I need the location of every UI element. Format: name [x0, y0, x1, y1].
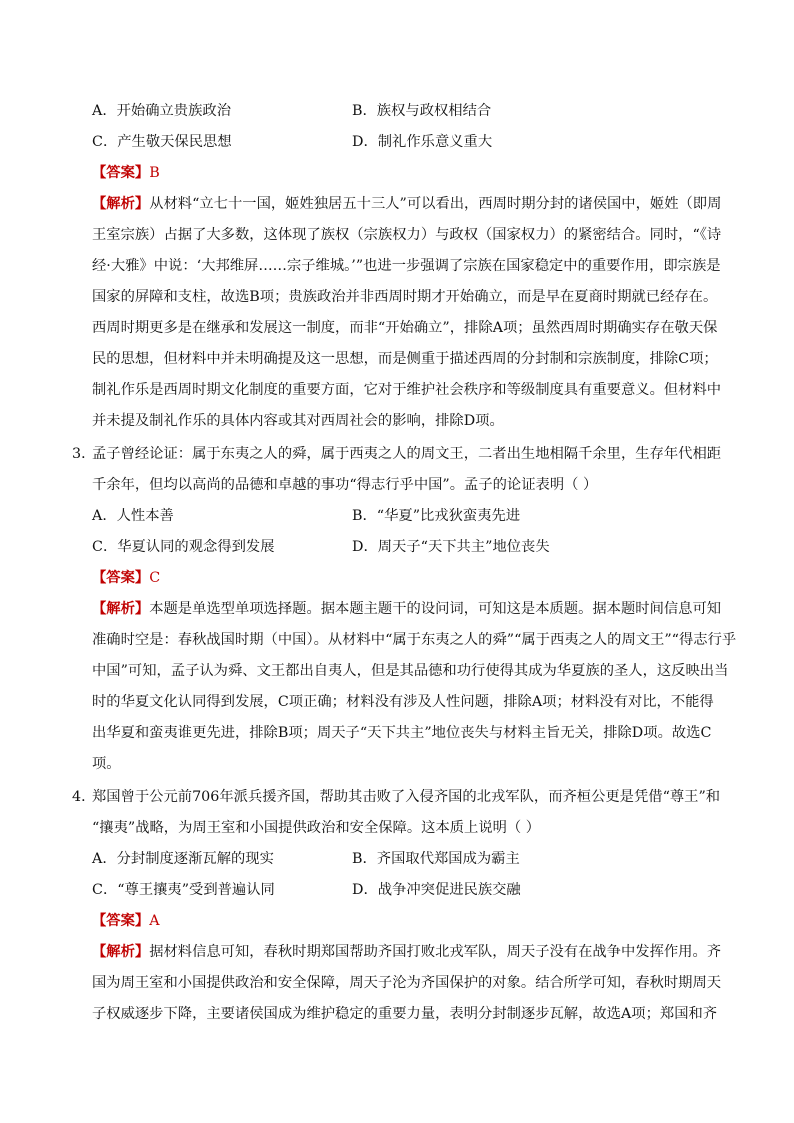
q2-analysis-line: 西周时期更多是在继承和发展这一制度，而非“开始确立”，排除A项；虽然西周时期确实存在敬天保	[92, 320, 718, 336]
q3-option-a: A．人性本善	[92, 508, 174, 524]
answer-tag: 【答案】	[92, 570, 150, 586]
q2-option-c: C．产生敬天保民思想	[92, 134, 232, 150]
q4-analysis-line: 国为周王室和小国提供政治和安全保障，周天子沦为齐国保护的对象。结合所学可知，春秋时期周天	[92, 975, 722, 991]
q4-option-c: C．“尊王攘夷”受到普遍认同	[92, 882, 275, 898]
analysis-tag: 【解析】	[92, 601, 150, 617]
q3-analysis-line: 项。	[92, 756, 121, 772]
q2-option-a: A．开始确立贵族政治	[92, 103, 231, 119]
q4-analysis-line: 子权威逐步下降，主要诸侯国成为维护稳定的重要力量，表明分封制逐步瓦解，故选A项；郑国和齐	[92, 1006, 718, 1022]
answer-tag: 【答案】	[92, 165, 150, 181]
q2-option-b: B．族权与政权相结合	[352, 103, 492, 119]
q2-analysis-line: 国家的屏障和支柱，故选B项；贵族政治并非西周时期才开始确立，而是早在夏商时期就已经存在。	[92, 289, 718, 305]
q2-analysis-line: 经·大雅》中说：‘大邦维屏……宗子维城。’”也进一步强调了宗族在国家稳定中的重要作用，即宗族是	[92, 258, 721, 274]
q2-option-d: D．制礼作乐意义重大	[352, 134, 493, 150]
q4-option-d: D．战争冲突促进民族交融	[352, 882, 521, 898]
q4-stem-line: “攘夷”战略，为周王室和小国提供政治和安全保障。这本质上说明（ ）	[92, 820, 541, 836]
answer-value: A	[149, 913, 160, 929]
q3-analysis-line: 出华夏和蛮夷谁更先进，排除B项；周天子“天下共主”地位丧失与材料主旨无关，排除D项。故选C	[92, 725, 712, 741]
q3-stem-line: 千余年，但均以高尚的品德和卓越的事功“得志行乎中国”。孟子的论证表明（ ）	[92, 477, 598, 493]
q4-option-b: B．齐国取代郑国成为霸主	[352, 851, 520, 867]
q2-analysis-line: 【解析】从材料“立七十一国，姬姓独居五十三人”可以看出，西周时期分封的诸侯国中，姬姓（即周	[92, 196, 722, 212]
q4-analysis-line: 【解析】据材料信息可知，春秋时期郑国帮助齐国打败北戎军队，周天子没有在战争中发挥作用。齐	[92, 944, 722, 960]
q2-analysis-line: 民的思想，但材料中并未明确提及这一思想，而是侧重于描述西周的分封制和宗族制度，排除C项；	[92, 351, 718, 367]
q3-answer	[92, 568, 160, 588]
answer-value: C	[149, 570, 161, 586]
q2-analysis-line: 王室宗族）占据了大多数，这体现了族权（宗族权力）与政权（国家权力）的紧密结合。同时，“《诗	[92, 227, 722, 243]
analysis-tag: 【解析】	[92, 196, 150, 212]
q3-analysis-line: 中国”可知，孟子认为舜、文王都出自夷人，但是其品德和功行使得其成为华夏族的圣人，这反映出当	[92, 663, 729, 679]
q2-answer	[92, 163, 160, 183]
q2-analysis-line: 并未提及制礼作乐的具体内容或其对西周社会的影响，排除D项。	[92, 413, 504, 429]
q4-option-a: A．分封制度逐渐瓦解的现实	[92, 851, 274, 867]
q3-option-c: C．华夏认同的观念得到发展	[92, 539, 275, 555]
answer-value: B	[149, 165, 160, 181]
q4-stem-line: 郑国曾于公元前706年派兵援齐国，帮助其击败了入侵齐国的北戎军队，而齐桓公更是凭借“尊王”和	[92, 789, 721, 805]
q3-option-d: D．周天子“天下共主”地位丧失	[352, 539, 550, 555]
q4-answer	[92, 911, 160, 931]
analysis-tag: 【解析】	[92, 944, 150, 960]
q3-number: 3．	[72, 446, 96, 462]
q3-analysis-line: 时的华夏文化认同得到发展，C项正确；材料没有涉及人性问题，排除A项；材料没有对比，不能得	[92, 694, 714, 710]
q4-number: 4．	[72, 789, 96, 805]
q3-option-b: B．“华夏”比戎狄蛮夷先进	[352, 508, 521, 524]
q3-stem-line: 孟子曾经论证：属于东夷之人的舜，属于西夷之人的周文王，二者出生地相隔千余里，生存年代相距	[92, 446, 722, 462]
q2-analysis-line: 制礼作乐是西周时期文化制度的重要方面，它对于维护社会秩序和等级制度具有重要意义。但材料中	[92, 382, 722, 398]
q3-analysis-line: 【解析】本题是单选型单项选择题。据本题主题干的设问词，可知这是本质题。据本题时间信息可知	[92, 601, 722, 617]
answer-tag: 【答案】	[92, 913, 150, 929]
q3-analysis-line: 准确时空是：春秋战国时期（中国）。从材料中“属于东夷之人的舜”“属于西夷之人的周文王”“得志行乎	[92, 632, 737, 648]
